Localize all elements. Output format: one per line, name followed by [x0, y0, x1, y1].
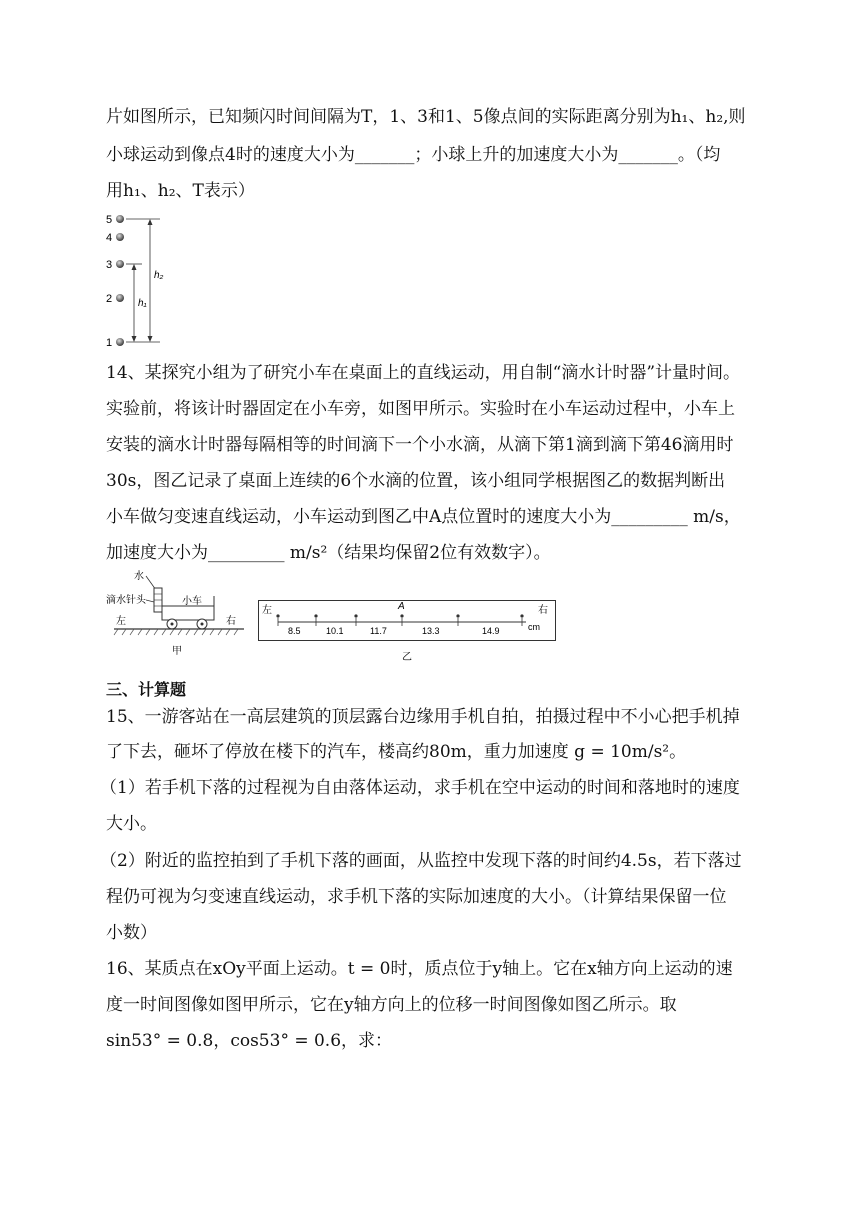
svg-text:A: A [398, 601, 405, 612]
q15-text-line2: 了下去，砸坏了停放在楼下的汽车，楼高约80m，重力加速度 g = 10m/s²。 [106, 742, 687, 762]
q15-part1-line2: 大小。 [106, 814, 157, 834]
svg-text:小车: 小车 [182, 596, 202, 607]
svg-text:左: 左 [116, 616, 126, 627]
h2-label: h₂ [154, 270, 164, 281]
q14-text-line5: 小车做匀变速直线运动，小车运动到图乙中A点位置时的速度大小为_________ m/s， [106, 507, 741, 527]
q16-text-line3: sin53° = 0.8，cos53° = 0.6，求： [106, 1031, 393, 1051]
svg-text:14.9: 14.9 [482, 626, 500, 636]
q14-text-line1: 14、某探究小组为了研究小车在桌面上的直线运动，用自制“滴水计时器”计量时间。 [106, 363, 741, 383]
svg-text:cm: cm [528, 622, 540, 632]
q15-part2-line2: 程仍可视为匀变速直线运动，求手机下落的实际加速度的大小。（计算结果保留一位 [106, 887, 727, 907]
q13-text-line2: 小球运动到像点4时的速度大小为_______；小球上升的加速度大小为_______。（均 [106, 145, 721, 165]
q14-figure-jia [104, 566, 248, 662]
point-label-5: 5 [106, 214, 113, 226]
q14-text-line6: 加速度大小为_________ m/s²（结果均保留2位有效数字）。 [106, 543, 551, 563]
q16-text-line1: 16、某质点在xOy平面上运动。t = 0时，质点位于y轴上。它在x轴方向上运动的速 [106, 959, 733, 979]
h1-label: h₁ [138, 298, 147, 309]
section-heading: 三、计算题 [106, 680, 187, 699]
q14-text-line3: 安装的滴水计时器每隔相等的时间滴下一个小水滴，从滴下第1滴到滴下第46滴用时 [106, 435, 734, 455]
ball-4 [116, 233, 124, 241]
svg-text:水: 水 [134, 571, 144, 582]
svg-text:13.3: 13.3 [422, 626, 440, 636]
svg-text:11.7: 11.7 [370, 626, 387, 636]
q13-strobe-figure [100, 208, 190, 348]
q14-figure-yi [258, 596, 560, 664]
q15-part2-line3: 小数） [106, 923, 157, 943]
svg-text:左: 左 [262, 605, 272, 616]
point-label-4: 4 [106, 232, 113, 244]
q14-text-line4: 30s，图乙记录了桌面上连续的6个水滴的位置，该小组同学根据图乙的数据判断出 [106, 471, 726, 491]
q15-part1-line1: （1）若手机下落的过程视为自由落体运动，求手机在空中运动的时间和落地时的速度 [100, 778, 740, 798]
svg-text:10.1: 10.1 [326, 626, 344, 636]
svg-text:滴水针头: 滴水针头 [106, 595, 146, 606]
svg-text:右: 右 [226, 616, 236, 627]
point-label-2: 2 [106, 293, 113, 305]
q13-text-line3: 用h₁、h₂、T表示） [106, 181, 255, 201]
svg-text:右: 右 [538, 605, 548, 616]
q16-text-line2: 度一时间图像如图甲所示，它在y轴方向上的位移一时间图像如图乙所示。取 [106, 995, 677, 1015]
ball-5 [116, 215, 124, 223]
q13-text-line1: 片如图所示，已知频闪时间间隔为T，1、3和1、5像点间的实际距离分别为h₁、h₂,则 [106, 107, 746, 127]
point-label-1: 1 [106, 337, 113, 348]
ball-3 [116, 260, 124, 268]
q15-text-line1: 15、一游客站在一高层建筑的顶层露台边缘用手机自拍，拍摄过程中不小心把手机掉 [106, 707, 740, 727]
point-label-3: 3 [106, 259, 113, 271]
ball-1 [116, 338, 124, 346]
svg-text:甲: 甲 [172, 646, 182, 657]
svg-text:8.5: 8.5 [288, 626, 301, 636]
q14-text-line2: 实验前，将该计时器固定在小车旁，如图甲所示。实验时在小车运动过程中，小车上 [106, 399, 735, 419]
svg-text:乙: 乙 [402, 652, 412, 663]
ball-2 [116, 294, 124, 302]
q15-part2-line1: （2）附近的监控拍到了手机下落的画面，从监控中发现下落的时间约4.5s，若下落过 [100, 851, 742, 871]
